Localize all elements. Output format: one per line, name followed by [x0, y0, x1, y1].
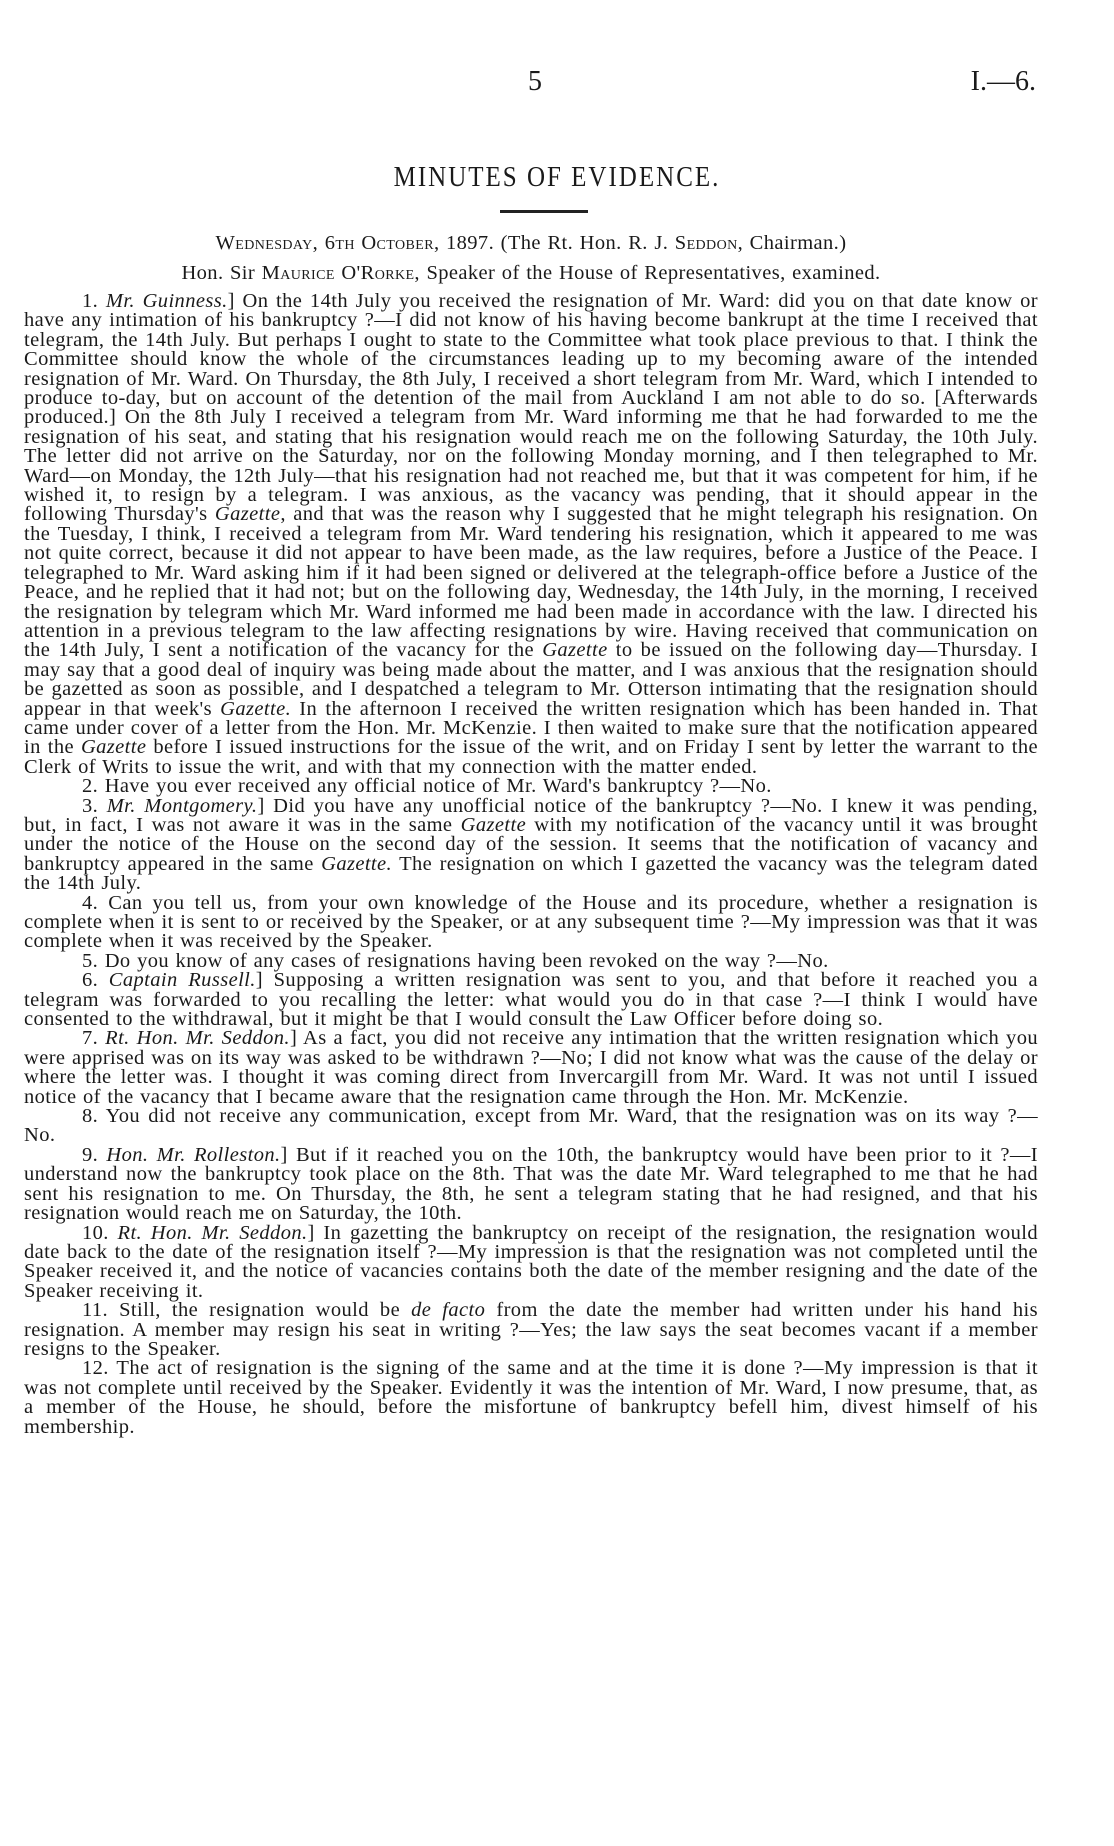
speaker-name: Gazette. — [321, 852, 393, 875]
text-segment: to be issued on the following day—Thursday. I may say that a good deal of inquiry was being made about the matter, and I was anxious that the resignation should be gazetted as soon as possible, and I despatched a telegram to Mr. Otterson intimating that the resignation should appear in that week's — [24, 639, 1038, 720]
evidence-paragraph — [24, 1143, 1038, 1225]
page-number: 5 — [528, 66, 542, 97]
text-segment: 4. Can you tell us, from your own knowledge of the House and its procedure, whether a resignation is complete when it is sent to or received by the Speaker, or at any subsequent time ?—My impression was that it was complete when it was received by the Speaker. — [24, 891, 1038, 953]
small-caps-text: Seddon — [674, 232, 738, 254]
text-segment: 6. — [82, 969, 109, 992]
page-title: MINUTES OF EVIDENCE. — [393, 161, 721, 193]
evidence-paragraph — [24, 971, 1038, 1029]
speaker-name: Rt. Hon. Mr. Seddon. — [117, 1221, 308, 1244]
text-segment: 12. The act of resignation is the signing of the same and at the time it is done ?—My impression is that it was not complete until received by the Speaker. Evidently it was the intention of Mr. Ward, I now presume, that, as a member of the House, he should, before the misfortune of bankruptcy befell him, divest himself of his membership. — [24, 1357, 1038, 1438]
speaker-name: Gazette — [460, 813, 527, 836]
speaker-name: Captain Russell. — [108, 969, 256, 992]
text-segment: ] Did you have any unofficial notice of the bankruptcy ?—No. I knew it was pending, but, in fact, I was not aware it was in the same — [24, 794, 1039, 836]
text-segment: 5. Do you know of any cases of resignations having been revoked on the way ?—No. — [82, 949, 829, 972]
text-segment: 3. — [82, 794, 107, 817]
evidence-paragraph — [24, 794, 1039, 895]
small-caps-text: Maurice O'Rorke — [261, 262, 415, 284]
text-segment: 1. — [82, 290, 106, 312]
speaker-name: Rt. Hon. Mr. Seddon. — [105, 1027, 290, 1050]
text-segment: 10. — [82, 1221, 118, 1244]
evidence-paragraph — [24, 292, 1038, 777]
speaker-name: Gazette — [542, 639, 608, 662]
text-segment: with my notification of the vacancy until it was brought under the notice of the House on the second day of the session. It seems that the notification of vacancy and bankruptcy appeared in the same — [24, 813, 1038, 875]
text-segment: ] As a fact, you did not receive any intimation that the written resignation which you were apprised was on its way was asked to be withdrawn ?—No; I did not know what was the cause of the delay or where the letter was. I thought it was coming direct from Invercargill from Mr. Ward. It was not until I issued notice of the vacancy that I became aware that the resignation came through the Hon. Mr. McKenzie. — [24, 1027, 1039, 1108]
text-segment: Hon. Sir — [181, 262, 262, 284]
text-segment: ] But if it reached you on the 10th, the bankruptcy would have been prior to it ?—I understand now the bankruptcy took place on the 8th. That was the date Mr. Ward telegraphed to me that he had sent his resignation to me. On Thursday, the 8th, he sent a telegram stating that he had resigned, and that his resignation would reach me on Saturday, the 10th. — [24, 1143, 1038, 1225]
text-segment: ] In gazetting the bankruptcy on receipt of the resignation, the resignation would date back to the date of the resignation itself ?—My impression is that the resignation was not completed until the Speaker received it, and the notice of vacancies contains both the date of the member resigning and the date of the Speaker receiving it. — [24, 1221, 1038, 1302]
text-segment: In the afternoon I received the written resignation which has been handed in. That came under cover of a letter from the Hon. Mr. McKenzie. I then waited to make sure that the notification appeared in the — [24, 697, 1038, 759]
text-segment: , — [312, 232, 325, 254]
speaker-name: Gazette — [80, 736, 147, 759]
text-segment: 9. — [82, 1143, 107, 1166]
document-body — [24, 232, 1038, 1437]
small-caps-text: 6th October — [324, 232, 434, 254]
witness-line — [24, 262, 1038, 284]
document-reference: I.—6. — [970, 66, 1036, 97]
text-segment: , and that was the reason why I suggested that he might telegraph his resignation. On the Tuesday, I think, I received a telegram from Mr. Ward tendering his resignation, which it appeared to me was not quite correct, because it did not appear to have been made, as the law requires, before a Justice of the Peace. I telegraphed to Mr. Ward asking him if it had been signed or delivered at the telegraph-office before a Justice of the Peace, and he replied that it had not; but on the following day, Wednesday, the 14th July, in the morning, I received the resignation by telegram which Mr. Ward informed me had been made in accordance with the law. I directed his attention in a previous telegram to the law affecting resignations by wire. Having received that communication on the 14th July, I sent a notification of the vacancy for the — [24, 503, 1038, 662]
speaker-name: Gazette — [214, 503, 281, 526]
speaker-name: Hon. Mr. Rolleston. — [106, 1143, 281, 1166]
text-segment: 11. Still, the resignation would be — [82, 1299, 412, 1322]
speaker-name: de facto — [411, 1299, 486, 1322]
text-segment: , 1897. (The Rt. Hon. R. J. — [433, 232, 675, 254]
text-segment: 7. — [82, 1027, 106, 1050]
text-segment: ] On the 14th July you received the resignation of Mr. Ward: did you on that date know or have any intimation of his bankruptcy ?—I did not know of his having become bankrupt at the time I received that telegram, the 14th July. But perhaps I ought to state to the Committee what took place previous to that. I think the Committee should know the whole of the circumstances leading up to my becoming aware of the intended resignation of Mr. Ward. On Thursday, the 8th July, I received a short telegram from Mr. Ward, which I intended to produce to-day, but on account of the detention of the mail from Auckland I am not able to do so. [Afterwards produced.] On the 8th July I received a telegram from Mr. Ward informing me that he had forwarded to me the resignation of his seat, and stating that his resignation would reach me on the following Saturday, the 10th July. The letter did not arrive on the Saturday, nor on the following Monday morning, and I then telegraphed to Mr. Ward—on Monday, the 12th July—that his resignation had not reached me, but that it was competent for him, if he wished it, to resign by a telegram. I was anxious, as the vacancy was pending, that it should appear in the following Thursday's — [24, 290, 1038, 526]
evidence-paragraph — [24, 1029, 1038, 1107]
text-segment: , Speaker of the House of Representatives, examined. — [414, 262, 881, 284]
session-line — [24, 232, 1038, 254]
text-segment: , Chairman.) — [737, 232, 847, 254]
text-segment: 8. You did not receive any communication, except from Mr. Ward, that the resignation was on its way ?—No. — [24, 1105, 1038, 1147]
text-segment: The resignation on which I gazetted the vacancy was the telegram dated the 14th July. — [24, 852, 1038, 895]
text-segment: before I issued instructions for the issue of the writ, and on Friday I sent by letter the warrant to the Clerk of Writs to issue the writ, and with that my connection with the matter ended. — [24, 736, 1038, 778]
evidence-paragraph — [24, 1301, 1038, 1359]
speaker-name: Mr. Montgomery. — [106, 794, 258, 817]
evidence-paragraph — [24, 891, 1038, 953]
speaker-name: Gazette. — [220, 697, 292, 720]
title-divider — [500, 210, 588, 213]
text-segment: ] Supposing a written resignation was sent to you, and that before it reached you a telegram was forwarded to you recalling the letter: what would you do in that case ?—I think I would have consented to the withdrawal, but it might be that I would consult the Law Officer before doing so. — [24, 969, 1039, 1031]
text-segment: 2. Have you ever received any official notice of Mr. Ward's bankruptcy ?—No. — [82, 775, 772, 798]
small-caps-text: Wednesday — [215, 232, 313, 254]
evidence-paragraph — [24, 1107, 1038, 1146]
evidence-paragraph — [24, 1359, 1038, 1437]
evidence-paragraph — [24, 1221, 1038, 1302]
text-segment: from the date the member had written under his hand his resignation. A member may resign his seat in writing ?—Yes; the law says the seat becomes vacant if a member resigns to the Speaker. — [24, 1299, 1038, 1360]
speaker-name: Mr. Guinness. — [105, 290, 228, 312]
evidence-paragraphs — [24, 292, 1038, 1437]
